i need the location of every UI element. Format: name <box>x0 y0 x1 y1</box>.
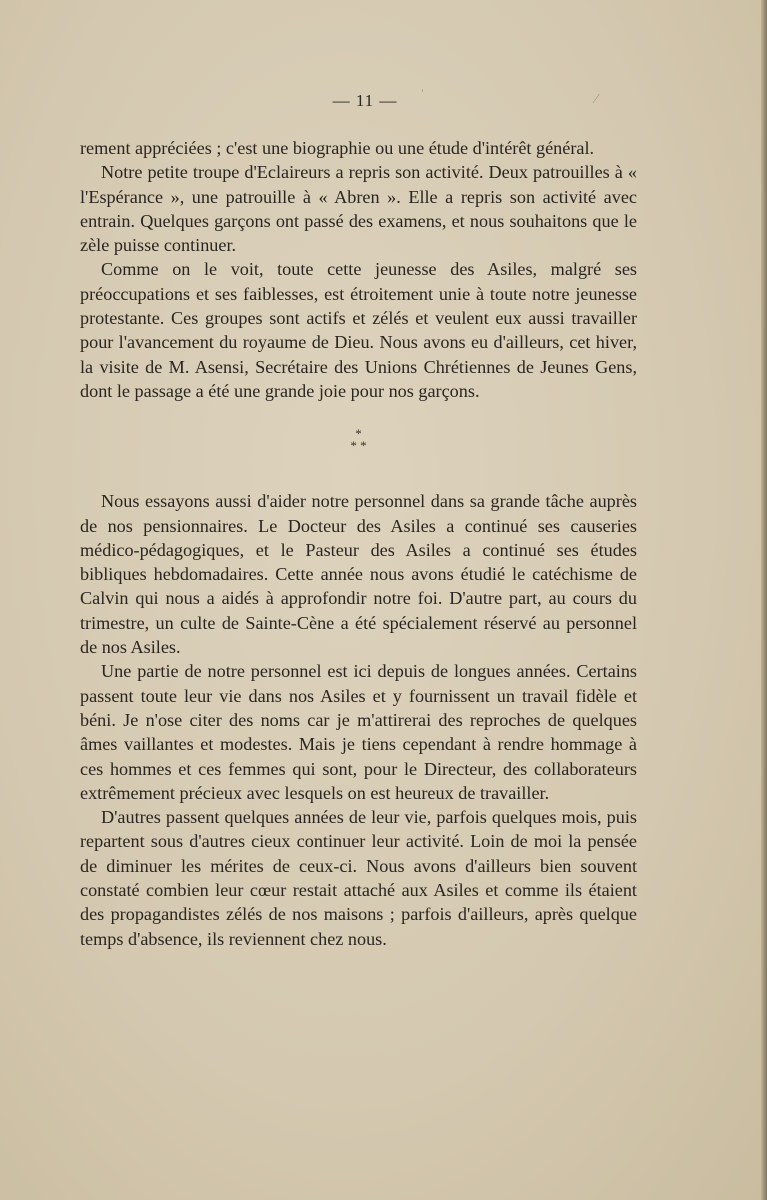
paragraph-longues-annees: Une partie de notre personnel est ici depuis de longues années. Certains passent toute leur vie dans nos Asiles et y fournissent un travail fidèle et béni. Je n'ose citer des noms car je m'attirerai des reproches de quelques âmes vaillantes et modestes. Mais je tiens cependant à rendre hommage à ces hommes et ces femmes qui sont, pour le Directeur, des collaborateurs extrêmement précieux avec lesquels on est heureux de travailler. <box>80 661 637 803</box>
scan-speck: ˈ <box>420 88 425 103</box>
paragraph-personnel: Nous essayons aussi d'aider notre personnel dans sa grande tâche auprès de nos pensionnaires. Le Docteur des Asiles a continué ses causeries médico-pédagogiques, et le Pasteur des Asiles a continué ses études bibliques hebdomadaires. Cette année nous avons étudié le catéchisme de Calvin qui nous a aidés à approfondir notre foi. D'autre part, au cours du trimestre, un culte de Sainte-Cène a été spécialement réservé au personnel de nos Asiles. <box>80 491 637 658</box>
asterism-bottom: * * <box>350 438 367 454</box>
section-break-asterism <box>80 428 637 452</box>
paragraph-autres: D'autres passent quelques années de leur vie, parfois quelques mois, puis repartent sous d'autres cieux continuer leur activité. Loin de moi la pensée de diminuer les mérites de ceux-ci. Nous avons d'ailleurs bien souvent constaté combien leur cœur restait attaché aux Asiles et comme ils étaient des propagandistes zélés de nos maisons ; parfois d'ailleurs, après quelque temps d'absence, ils reviennent chez nous. <box>80 807 637 949</box>
scan-speck: ⁄ <box>595 92 598 107</box>
paragraph-eclaireurs: Notre petite troupe d'Eclaireurs a repris son activité. Deux patrouilles à « l'Espérance », une patrouille à « Abren ». Elle a repris son activité avec entrain. Quelques garçons ont passé des examens, et nous souhaitons que le zèle puisse continuer. <box>80 162 637 256</box>
body-text <box>80 136 637 951</box>
asterism-top: * <box>355 426 362 442</box>
paragraph-jeunesse: Comme on le voit, toute cette jeunesse des Asiles, malgré ses préoccupations et ses faiblesses, est étroitement unie à toute notre jeunesse protestante. Ces groupes sont actifs et zélés et veulent eux aussi travailler pour l'avancement du royaume de Dieu. Nous avons eu d'ailleurs, cet hiver, la visite de M. Asensi, Secrétaire des Unions Chrétiennes de Jeunes Gens, dont le passage a été une grande joie pour nos garçons. <box>80 259 637 401</box>
page-edge-shadow <box>761 0 767 1200</box>
page-number: — 11 — <box>332 91 398 110</box>
paragraph-continuation: rement appréciées ; c'est une biographie ou une étude d'intérêt général. <box>80 138 595 158</box>
